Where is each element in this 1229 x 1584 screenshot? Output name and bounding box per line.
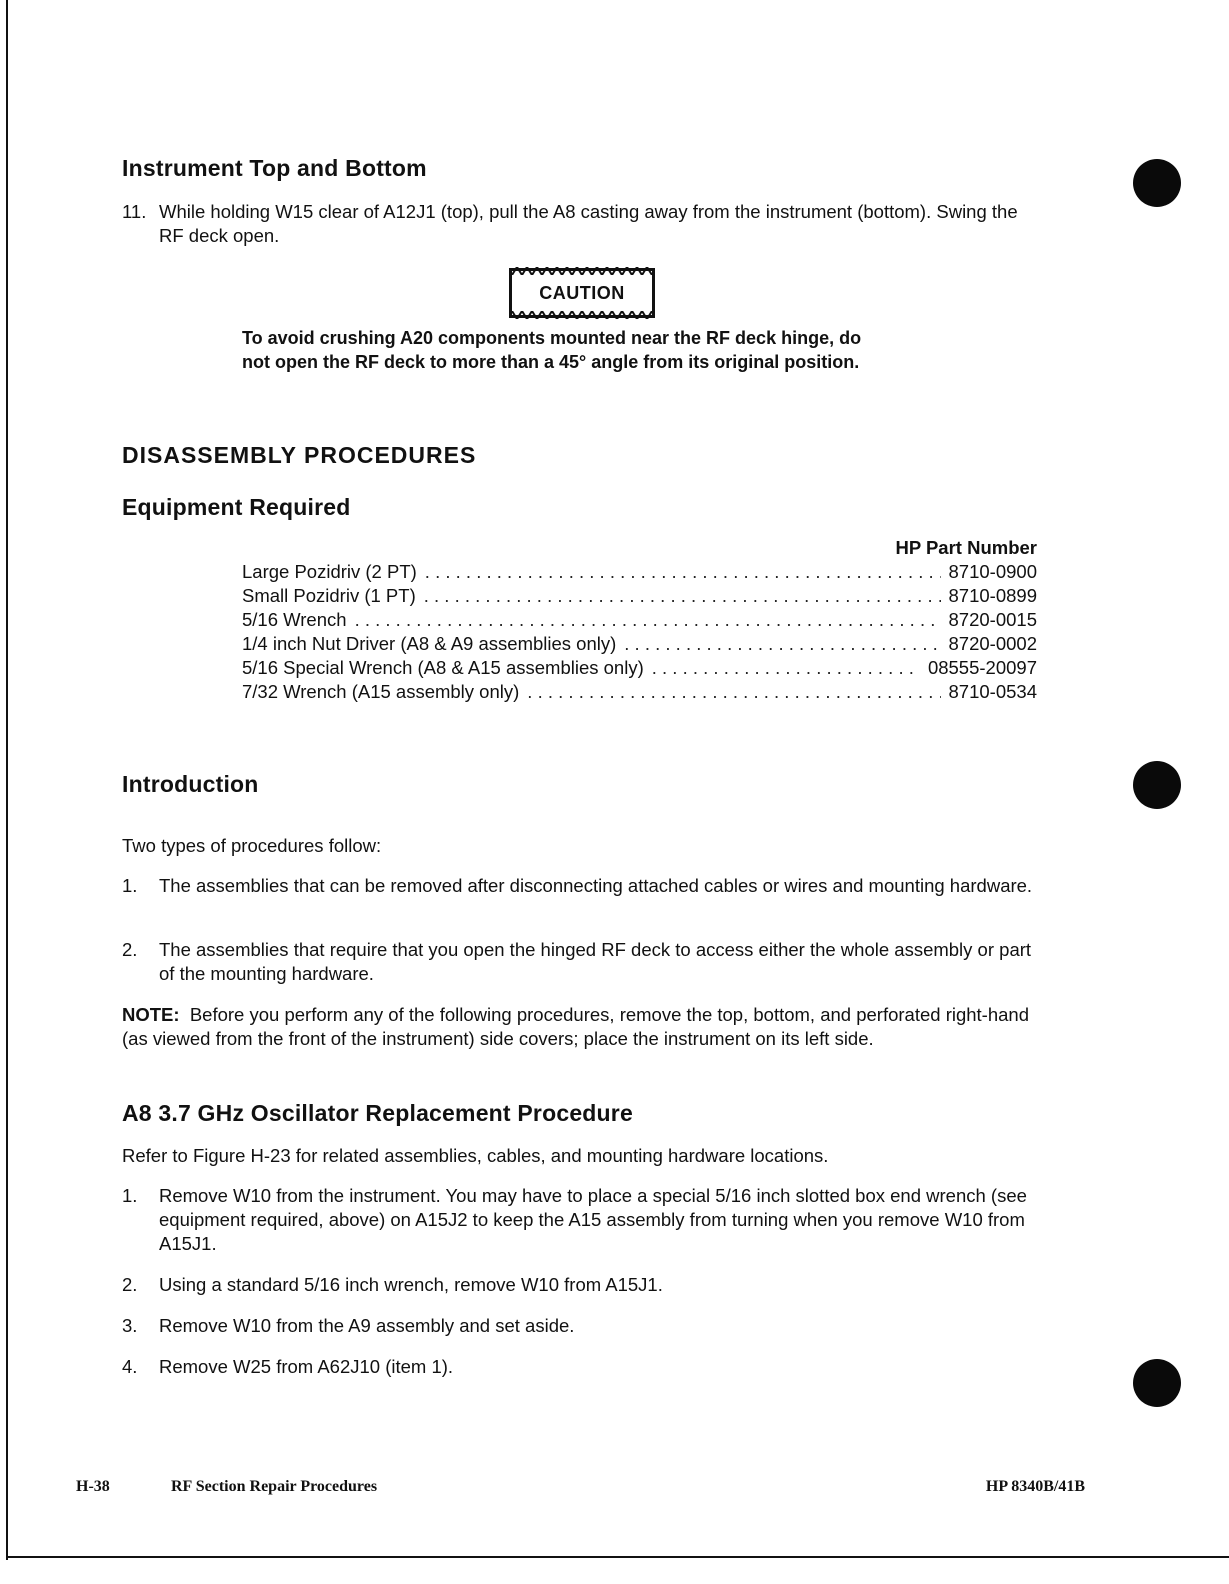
intro-item-1: [122, 874, 1038, 898]
step-number: 4.: [122, 1356, 138, 1377]
note-paragraph: [122, 1003, 1038, 1051]
step-number: 2.: [122, 1274, 138, 1295]
equipment-name: Large Pozidriv (2 PT): [242, 561, 417, 582]
item-number: 2.: [122, 939, 138, 960]
step-11: [122, 200, 1038, 248]
intro-item-2: [122, 938, 1038, 986]
equipment-name: 5/16 Wrench: [242, 609, 347, 630]
item-text: The assemblies that require that you open the hinged RF deck to access either the whole assembly or part of the mounting hardware.: [159, 939, 1032, 984]
a8-step-4: [122, 1355, 1038, 1379]
equipment-row: [242, 680, 1037, 704]
caution-zigzag-top: [512, 267, 652, 275]
step-text: Using a standard 5/16 inch wrench, remove W10 from A15J1.: [159, 1274, 663, 1295]
note-label: NOTE:: [122, 1004, 180, 1025]
note-text: Before you perform any of the following procedures, remove the top, bottom, and perforated right-hand (as viewed from the front of the instrument) side covers; place the instrument on its left side.: [122, 1004, 1029, 1049]
introduction-lead: Two types of procedures follow:: [122, 835, 382, 856]
footer-section: RF Section Repair Procedures: [171, 1478, 378, 1495]
equipment-row: [242, 656, 1037, 680]
equipment-part: 8710-0899: [948, 585, 1037, 606]
footer-page-number: H-38: [76, 1478, 110, 1495]
item-text: The assemblies that can be removed after disconnecting attached cables or wires and mounting hardware.: [159, 875, 1033, 896]
a8-step-3: [122, 1314, 1038, 1338]
step-text: While holding W15 clear of A12J1 (top), pull the A8 casting away from the instrument (bottom). Swing the RF deck open.: [159, 201, 1018, 246]
equipment-name: 1/4 inch Nut Driver (A8 & A9 assemblies only): [242, 633, 617, 654]
footer-model: HP 8340B/41B: [985, 1478, 1085, 1495]
a8-lead: Refer to Figure H-23 for related assemblies, cables, and mounting hardware locations.: [122, 1145, 829, 1166]
binder-hole-bottom: [1133, 1359, 1181, 1407]
caution-line-2: not open the RF deck to more than a 45° angle from its original position.: [242, 352, 860, 372]
a8-procedure-title: A8 3.7 GHz Oscillator Replacement Procedure: [122, 1100, 633, 1126]
equipment-name: Small Pozidriv (1 PT): [242, 585, 416, 606]
equipment-row: [242, 560, 1037, 584]
step-number: 1.: [122, 1185, 138, 1206]
page-border-left: [6, 0, 8, 1560]
caution-badge: [509, 268, 655, 318]
a8-step-1: [122, 1184, 1038, 1256]
a8-step-2: [122, 1273, 1038, 1297]
equipment-name: 5/16 Special Wrench (A8 & A15 assemblies only): [242, 657, 644, 678]
caution-label: CAUTION: [539, 282, 625, 303]
step-text: Remove W25 from A62J10 (item 1).: [159, 1356, 454, 1377]
binder-hole-top: [1133, 159, 1181, 207]
step-number: 3.: [122, 1315, 138, 1336]
item-number: 1.: [122, 875, 138, 896]
part-number-header: HP Part Number: [895, 537, 1037, 558]
step-number: 11.: [122, 201, 147, 222]
equipment-part: 8710-0900: [948, 561, 1037, 582]
introduction-title: Introduction: [122, 771, 259, 797]
step-text: Remove W10 from the instrument. You may have to place a special 5/16 inch slotted box end wrench (see equipment required, above) on A15J2 to keep the A15 assembly from turning when you remove W10 from A15J1.: [159, 1185, 1027, 1254]
equipment-part: 8720-0002: [948, 633, 1037, 654]
equipment-part: 08555-20097: [927, 657, 1037, 678]
equipment-row: [242, 584, 1037, 608]
equipment-title: Equipment Required: [122, 494, 351, 520]
binder-hole-middle: [1133, 761, 1181, 809]
caution-line-1: To avoid crushing A20 components mounted near the RF deck hinge, do: [242, 328, 862, 348]
page-border-bottom: [6, 1556, 1229, 1558]
section-title-top-bottom: Instrument Top and Bottom: [122, 155, 427, 181]
equipment-name: 7/32 Wrench (A15 assembly only): [242, 681, 520, 702]
caution-text: [242, 326, 942, 374]
equipment-table: [242, 536, 1037, 704]
step-text: Remove W10 from the A9 assembly and set aside.: [159, 1315, 575, 1336]
equipment-row: [242, 608, 1037, 632]
equipment-row: [242, 632, 1037, 656]
caution-zigzag-bottom: [512, 311, 652, 319]
disassembly-title: DISASSEMBLY PROCEDURES: [122, 442, 477, 468]
equipment-part: 8710-0534: [948, 681, 1037, 702]
equipment-part: 8720-0015: [948, 609, 1037, 630]
